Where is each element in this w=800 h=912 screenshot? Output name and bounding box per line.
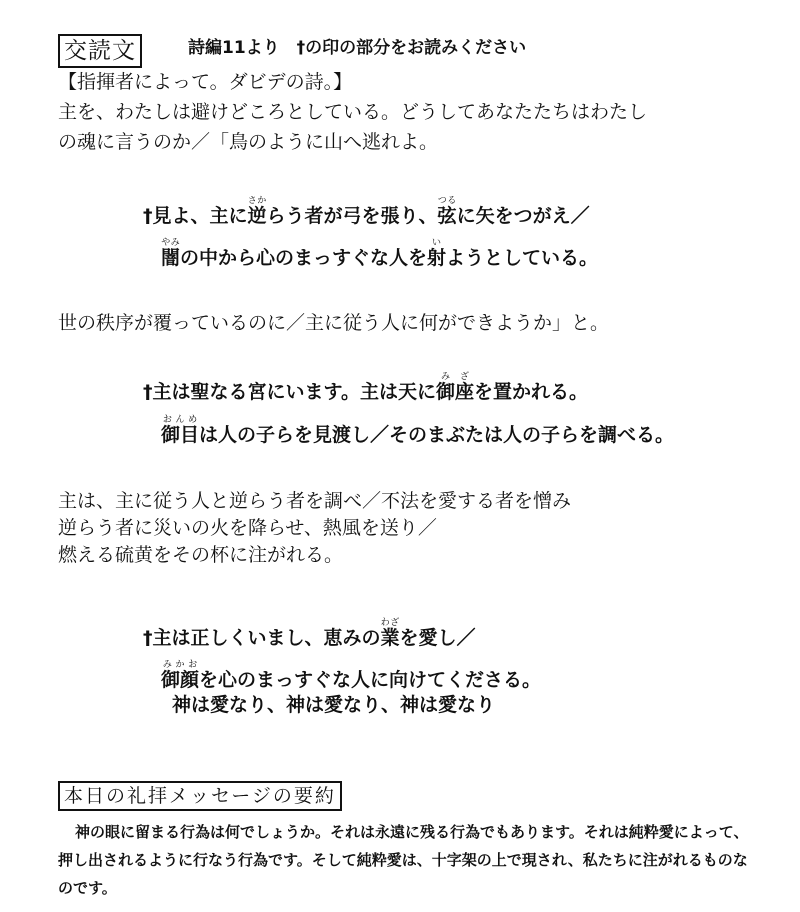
- reading-paragraph: 逆らう者に災いの火を降らせ、熱風を送り／: [58, 517, 437, 539]
- reading-paragraph: 世の秩序が覆っているのに／主に従う人に何ができようか」と。: [58, 312, 610, 334]
- reading-instruction: 詩編11より †の印の部分をお読みください: [188, 38, 527, 58]
- summary-title: 本日の礼拝メッセージの要約: [58, 781, 342, 811]
- response-line: †見よ、主に逆さからう者が弓を張り、弦つるに矢をつがえ／: [143, 196, 590, 227]
- response-line: †主は聖なる宮にいます。主は天に御座みざを置かれる。: [143, 372, 589, 403]
- intro-line: の魂に言うのか／「鳥のように山へ逃れよ。: [58, 131, 439, 153]
- response-line: 闇やみの中から心のまっすぐな人を射いようとしている。: [161, 238, 599, 269]
- response-line: 御目おんめは人の子らを見渡し／そのまぶたは人の子らを調べる。: [161, 415, 675, 446]
- response-refrain: 神は愛なり、神は愛なり、神は愛なり: [172, 694, 496, 716]
- reading-paragraph: 燃える硫黄をその杯に注がれる。: [58, 544, 344, 566]
- intro-line: 主を、わたしは避けどころとしている。どうしてあなたたちはわたし: [58, 101, 648, 123]
- summary-text: 神の眼に留まる行為は何でしょうか。それは永遠に残る行為でもあります。それは純粋愛によって、押し出されるように行なう行為です。そして純粋愛は、十字架の上で現され、私たちに注がれるものなのです。: [58, 823, 749, 897]
- intro-line: 【指揮者によって。ダビデの詩。】: [58, 71, 353, 93]
- reading-paragraph: 主は、主に従う人と逆らう者を調べ／不法を愛する者を憎み: [58, 490, 572, 512]
- response-line: 御顔みかおを心のまっすぐな人に向けてくださる。: [161, 660, 542, 691]
- page-title: 交読文: [58, 34, 142, 68]
- response-line: †主は正しくいまし、恵みの業わざを愛し／: [143, 618, 476, 649]
